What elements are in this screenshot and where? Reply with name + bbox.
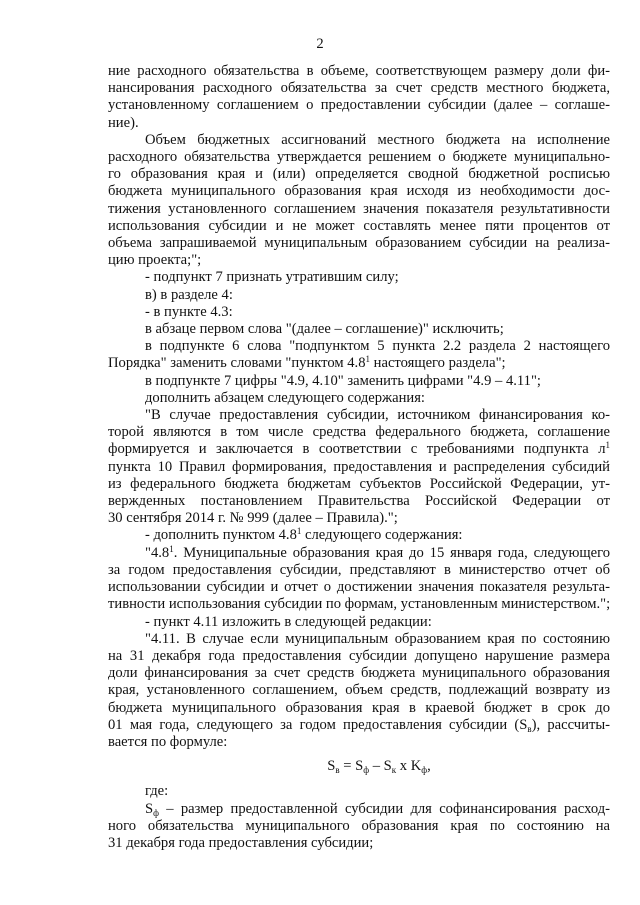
document-body — [108, 63, 610, 852]
paragraph-p2 — [108, 132, 610, 270]
formula: $S_в = S_ф - S_к$ x $K_ф$, — [327, 758, 431, 776]
paragraph-p14 — [108, 631, 610, 751]
paragraphs-after-formula — [108, 783, 610, 852]
page-number: 2 — [316, 36, 324, 52]
paragraph-p7 — [108, 338, 610, 372]
paragraph-p10 — [108, 407, 610, 527]
text-line: объема запрашиваемой муниципальным образованием субсидии на реализа- — [108, 235, 610, 252]
text-line: тивности использования субсидии по формам, установленным министерством."; — [108, 596, 611, 613]
text-line: в абзаце первом слова "(далее – соглашение)" исключить; — [145, 321, 504, 338]
text-line: - в пункте 4.3: — [145, 303, 233, 320]
paragraph-p3 — [108, 269, 610, 286]
text-line: на 31 декабря года предоставления субсидии допущено нарушение размера — [108, 647, 610, 664]
text-line: дополнить абзацем следующего содержания: — [145, 389, 425, 406]
text-line: 01 мая года, следующего за годом предоставления субсидии $(S_в)$, рассчиты- — [108, 716, 611, 734]
text-line: за годом предоставления субсидии, представляют в министерство отчет об — [108, 561, 610, 578]
text-line: пункта 10 Правил формирования, предоставления и распределения субсидий — [108, 458, 610, 475]
text-line: - дополнить пунктом $4.8^1$ следующего содержания: — [145, 526, 463, 544]
paragraph-p1 — [108, 63, 610, 132]
text-line: в) в разделе 4: — [145, 286, 233, 303]
text-line: "$4.8^1$. Муниципальные образования края до 15 января года, следующего — [145, 543, 610, 561]
text-line: нансирования расходного обязательства за счет средств местного бюджета, — [108, 80, 610, 97]
text-line: 30 сентября 2014 г. № 999 (далее – Правила)."; — [108, 510, 398, 527]
text-line: использования субсидии и не может составлять менее пяти процентов от — [108, 217, 610, 234]
text-line: бюджета муниципального образования края в краевой бюджет в срок до — [108, 699, 610, 716]
text-line: - подпункт 7 признать утратившим силу; — [145, 269, 399, 286]
paragraph-p6 — [108, 321, 610, 338]
text-line: Объем бюджетных ассигнований местного бюджета на исполнение — [145, 131, 610, 148]
text-line: ние расходного обязательства в объеме, соответствующем размеру доли фи- — [108, 63, 610, 79]
paragraph-p4 — [108, 287, 610, 304]
text-line: "В случае предоставления субсидии, источником финансирования ко- — [145, 407, 610, 424]
text-line: вержденных постановлением Правительства Российской Федерации от — [108, 493, 610, 510]
text-line: Порядка" заменить словами "пунктом $4.8^1$ настоящего раздела"; — [108, 354, 506, 372]
paragraph-p9 — [108, 390, 610, 407]
text-line: края, установленного соглашением, объем средств, подлежащий возврату из — [108, 682, 610, 699]
text-line: доли финансирования за счет средств бюджета муниципального образования — [108, 665, 610, 682]
text-line: цию проекта;"; — [108, 252, 202, 269]
text-line: го образования края и (или) определяется сводной бюджетной росписью — [108, 166, 610, 183]
text-line: 31 декабря года предоставления субсидии; — [108, 834, 374, 851]
text-line: вается по формуле: — [108, 733, 228, 750]
text-line: тижения установленного соглашением значения показателя результативности — [108, 200, 610, 217]
paragraph-p15 — [108, 783, 610, 800]
text-line: ние). — [108, 114, 139, 131]
paragraph-p13 — [108, 614, 610, 631]
text-line: где: — [145, 783, 169, 800]
paragraph-p5 — [108, 304, 610, 321]
paragraph-p8 — [108, 373, 610, 390]
text-line: формируется и заключается в соответствии с требованиями подпункта $л^1$ — [108, 440, 610, 458]
text-line: из федерального бюджета бюджетам субъектов Российской Федерации, ут- — [108, 475, 610, 492]
text-line: расходного обязательства утверждается решением о бюджете муниципально- — [108, 149, 610, 166]
paragraphs-before-formula — [108, 63, 610, 751]
text-line: - пункт 4.11 изложить в следующей редакции: — [145, 613, 432, 630]
text-line: $S_ф$ – размер предоставленной субсидии для софинансирования расход- — [145, 800, 610, 818]
text-line: в подпункте 7 цифры "4.9, 4.10" заменить цифрами "4.9 – 4.11"; — [145, 372, 541, 389]
paragraph-p12 — [108, 545, 610, 614]
text-line: использовании субсидии и отчет о достижении значения показателя результа- — [108, 579, 610, 596]
text-line: бюджета муниципального образования края исходя из необходимости дос- — [108, 183, 610, 200]
text-line: в подпункте 6 слова "подпунктом 5 пункта 2.2 раздела 2 настоящего — [145, 338, 610, 355]
text-line: торой являются в том числе средства федерального бюджета, соглашение — [108, 424, 610, 441]
paragraph-p11 — [108, 527, 610, 544]
paragraph-p16 — [108, 801, 610, 853]
text-line: установленному соглашением о предоставлении субсидии (далее – соглаше- — [108, 97, 610, 114]
text-line: "4.11. В случае если муниципальным образованием края по состоянию — [145, 630, 610, 647]
text-line: ного обязательства муниципального образования края по состоянию на — [108, 817, 610, 834]
